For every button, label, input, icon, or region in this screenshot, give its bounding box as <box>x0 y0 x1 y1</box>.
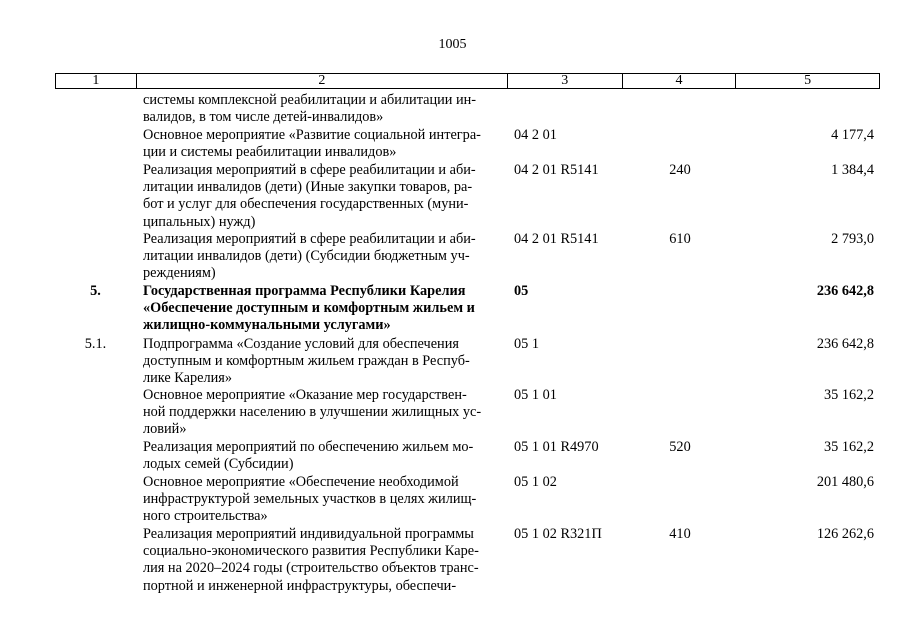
description-line: ной поддержки населению в улучшении жилищных ус- <box>143 404 482 421</box>
row-amount: 1 384,4 <box>831 162 874 178</box>
row-amount: 236 642,8 <box>816 283 874 299</box>
row-target-code: 05 1 02 R321П <box>514 526 602 542</box>
row-amount: 2 793,0 <box>831 231 874 247</box>
row-target-code: 05 1 01 R4970 <box>514 439 599 455</box>
description-line: «Обеспечение доступным и комфортным жильем и <box>143 300 475 317</box>
description-line: Государственная программа Республики Карелия <box>143 283 466 299</box>
description-line: социально-экономического развития Республики Каре- <box>143 543 479 560</box>
row-description <box>143 231 505 283</box>
row-amount: 126 262,6 <box>816 526 874 542</box>
row-amount: 4 177,4 <box>831 127 874 143</box>
row-amount: 201 480,6 <box>816 474 874 490</box>
description-line: Реализация мероприятий по обеспечению жильем мо- <box>143 439 474 455</box>
description-line: Основное мероприятие «Оказание мер государствен- <box>143 387 467 403</box>
row-target-code: 05 1 02 <box>514 474 557 490</box>
row-description <box>143 526 505 595</box>
description-line: портной и инженерной инфраструктуры, обеспечи- <box>143 577 457 594</box>
description-line: лодых семей (Субсидии) <box>143 456 294 473</box>
description-line: ловий» <box>143 421 187 438</box>
description-line: инфраструктурой земельных участков в целях жилищ- <box>143 491 477 508</box>
header-col-3: 3 <box>508 74 623 88</box>
row-target-code: 05 1 <box>514 336 540 352</box>
row-target-code: 04 2 01 <box>514 127 557 143</box>
row-description <box>143 127 505 161</box>
description-line: бот и услуг для обеспечения государственных (муни- <box>143 196 469 213</box>
row-description <box>143 336 505 388</box>
description-line: лике Карелия» <box>143 370 232 387</box>
description-line: ципальных) нужд) <box>143 213 256 230</box>
header-col-2: 2 <box>137 74 508 88</box>
table-header <box>55 73 880 89</box>
description-line: ного строительства» <box>143 508 268 525</box>
description-line: жилищно-коммунальными услугами» <box>143 317 391 334</box>
row-description <box>143 162 505 231</box>
row-description <box>143 439 505 473</box>
description-line: валидов, в том числе детей-инвалидов» <box>143 109 384 126</box>
description-line: реждениям) <box>143 265 216 282</box>
description-line: ции и системы реабилитации инвалидов» <box>143 144 397 161</box>
row-number: 5. <box>90 283 101 299</box>
row-expense-type: 610 <box>669 231 691 247</box>
description-line: лия на 2020–2024 годы (строительство объектов транс- <box>143 560 479 577</box>
header-col-1: 1 <box>56 74 137 88</box>
row-description <box>143 92 505 126</box>
description-line: доступным и комфортным жильем граждан в Респуб- <box>143 353 470 370</box>
row-expense-type: 520 <box>669 439 691 455</box>
row-target-code: 05 1 01 <box>514 387 557 403</box>
header-col-5: 5 <box>804 73 812 88</box>
row-amount: 236 642,8 <box>816 336 874 352</box>
description-line: Подпрограмма «Создание условий для обеспечения <box>143 336 459 352</box>
row-target-code: 04 2 01 R5141 <box>514 231 599 247</box>
row-description <box>143 387 505 439</box>
description-line: Реализация мероприятий в сфере реабилитации и аби- <box>143 231 476 247</box>
row-expense-type: 410 <box>669 526 691 542</box>
description-line: литации инвалидов (дети) (Субсидии бюджетным уч- <box>143 248 470 265</box>
description-line: Основное мероприятие «Развитие социальной интегра- <box>143 127 481 143</box>
row-description <box>143 474 505 526</box>
row-target-code: 04 2 01 R5141 <box>514 162 599 178</box>
row-expense-type: 240 <box>669 162 691 178</box>
header-col-4: 4 <box>623 74 737 88</box>
description-line: Реализация мероприятий индивидуальной программы <box>143 526 474 542</box>
row-amount: 35 162,2 <box>823 439 874 455</box>
description-line: Реализация мероприятий в сфере реабилитации и аби- <box>143 162 476 178</box>
row-description <box>143 283 505 335</box>
description-line: литации инвалидов (дети) (Иные закупки товаров, ра- <box>143 179 473 196</box>
row-amount: 35 162,2 <box>823 387 874 403</box>
row-target-code: 05 <box>514 283 529 299</box>
page-number: 1005 <box>438 37 467 52</box>
description-line: Основное мероприятие «Обеспечение необходимой <box>143 474 459 490</box>
description-line: системы комплексной реабилитации и абилитации ин- <box>143 92 477 108</box>
row-number: 5.1. <box>84 336 107 352</box>
